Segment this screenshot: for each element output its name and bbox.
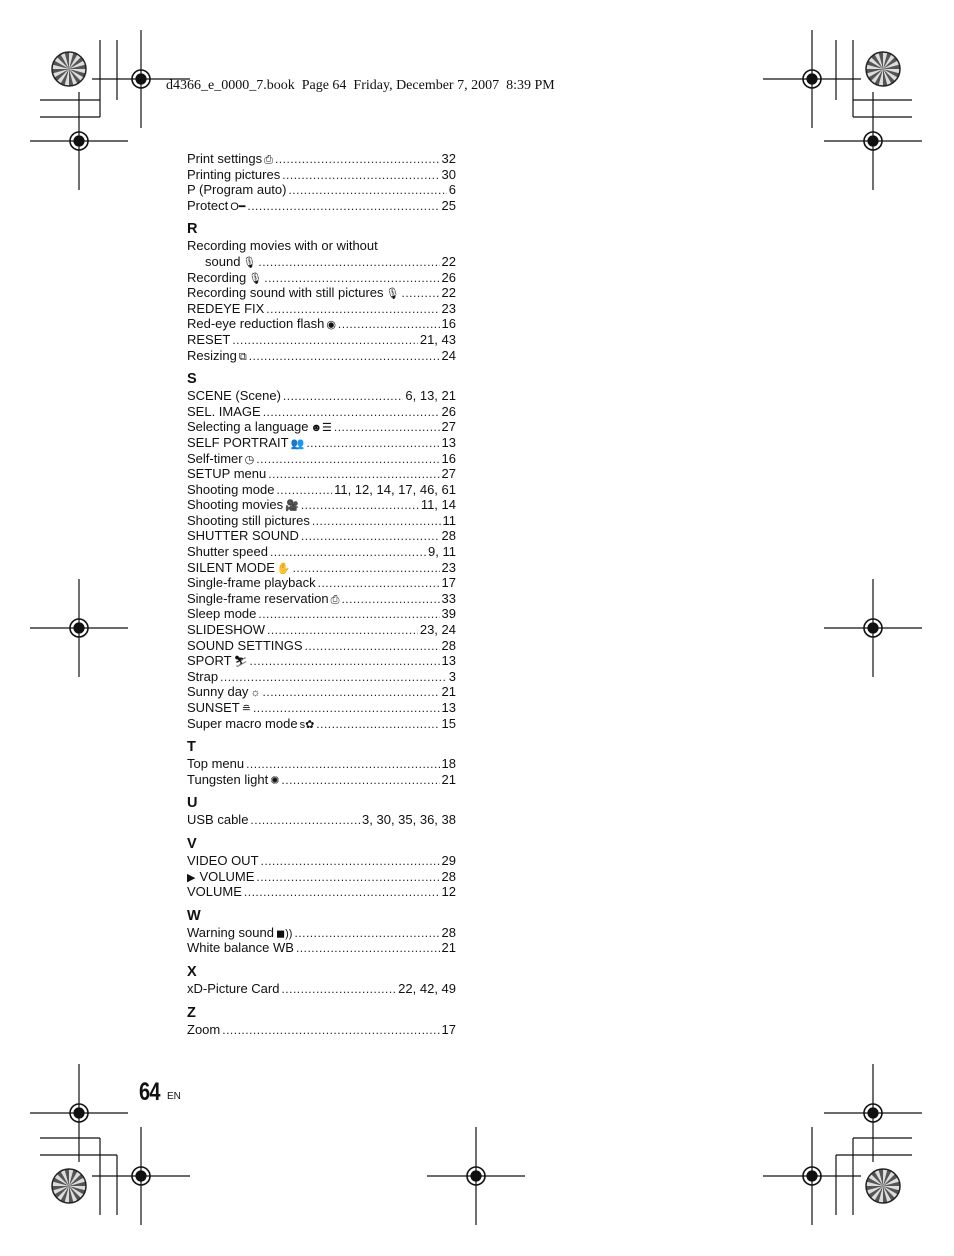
crosshair-mark — [763, 30, 861, 128]
dot-leader — [258, 255, 439, 271]
page-references: 22 — [441, 285, 456, 301]
section-letter: R — [187, 221, 198, 238]
index-section — [187, 795, 456, 828]
index-entry — [187, 869, 456, 885]
entry-label-text: SCENE (Scene) — [187, 388, 281, 404]
entry-label-text: Zoom — [187, 1021, 221, 1037]
page-references: 9, 11 — [428, 544, 456, 560]
entry-label-text: Selecting a language — [187, 419, 309, 435]
dot-leader — [247, 199, 439, 215]
index-column — [187, 151, 456, 1037]
entry-label-text: Resizing — [187, 347, 237, 363]
crosshair-mark — [30, 1064, 128, 1162]
dot-leader — [276, 483, 332, 499]
index-entry — [187, 482, 456, 498]
entry-label — [187, 332, 230, 348]
index-entry — [187, 575, 456, 591]
index-section — [187, 836, 456, 900]
registration-dial — [866, 52, 900, 86]
page-references: 12 — [441, 884, 456, 900]
entry-label-text: SILENT MODE — [187, 559, 275, 575]
entry-label-text: Recording movies with or without — [187, 238, 378, 254]
dot-leader — [296, 941, 440, 957]
page-references: 11, 12, 14, 17, 46, 61 — [334, 481, 456, 497]
entry-label-text: Top menu — [187, 756, 245, 772]
dot-leader — [301, 529, 440, 545]
index-entry — [187, 528, 456, 544]
sun-icon: ☼ — [250, 687, 261, 700]
index-entry — [187, 684, 456, 700]
index-entry — [187, 198, 456, 214]
page-references: 21, 43 — [419, 331, 456, 347]
super-macro-icon: s✿ — [299, 718, 315, 731]
entry-label — [187, 348, 247, 366]
index-entry — [187, 700, 456, 716]
page-references: 6, 13, 21 — [405, 388, 456, 404]
entry-label-text: P (Program auto) — [187, 182, 287, 198]
index-entry — [187, 270, 456, 286]
entry-label — [187, 198, 245, 216]
entry-label — [187, 513, 310, 529]
dot-leader — [250, 654, 440, 670]
entry-label — [187, 940, 294, 956]
page-references: 6 — [448, 182, 456, 198]
entry-label — [187, 404, 261, 420]
entry-label-text: REDEYE FIX — [187, 300, 265, 316]
silent-mode-icon: ✋ — [276, 562, 291, 575]
page-references: 17 — [441, 575, 456, 591]
section-letter: S — [187, 371, 197, 388]
page-references: 27 — [441, 419, 456, 435]
self-portrait-icon: 👥 — [290, 437, 305, 450]
entry-label-text: Warning sound — [187, 924, 274, 940]
entry-label-text: SEL. IMAGE — [187, 403, 261, 419]
index-entry — [187, 981, 456, 997]
index-entry — [187, 151, 456, 167]
dot-leader — [341, 592, 439, 608]
index-section — [187, 1005, 456, 1038]
index-entry — [187, 925, 456, 941]
entry-label-text: Print settings — [187, 151, 263, 166]
dot-leader — [275, 152, 440, 168]
speaker-icon: ◼)) — [275, 927, 293, 940]
page-references: 28 — [441, 868, 456, 884]
dot-leader — [281, 773, 439, 789]
entry-label-text: VIDEO OUT — [187, 852, 259, 868]
entry-label — [187, 301, 264, 317]
index-entry — [187, 669, 456, 685]
entry-label-text: Shooting movies — [187, 497, 284, 513]
index-entry — [187, 622, 456, 638]
registration-dial — [866, 1169, 900, 1203]
index-entry — [187, 254, 456, 270]
dot-leader — [402, 286, 440, 302]
entry-label-text: Shutter speed — [187, 544, 268, 560]
dot-leader — [270, 545, 426, 561]
index-entry — [187, 606, 456, 622]
entry-label-text: SPORT — [187, 653, 232, 669]
self-timer-icon: ◷ — [244, 453, 255, 466]
entry-label — [187, 544, 268, 560]
entry-label — [187, 575, 316, 591]
page-references: 3, 30, 35, 36, 38 — [362, 812, 456, 828]
dot-leader — [334, 420, 440, 436]
entry-label-text: Shooting mode — [187, 481, 275, 497]
dot-leader — [316, 717, 439, 733]
page-references: 21 — [441, 771, 456, 787]
page-references: 30 — [441, 166, 456, 182]
crosshair-mark — [92, 1127, 190, 1225]
page-references: 28 — [441, 637, 456, 653]
page-references: 3 — [448, 668, 456, 684]
entry-label-text: SOUND SETTINGS — [187, 637, 303, 653]
entry-label — [187, 466, 266, 482]
index-entry — [187, 513, 456, 529]
entry-label — [187, 182, 286, 198]
dot-leader — [249, 349, 440, 365]
crosshair-mark — [30, 579, 128, 677]
index-entry — [187, 238, 456, 254]
dot-leader — [318, 576, 440, 592]
entry-label — [187, 238, 378, 254]
section-letter: T — [187, 739, 196, 756]
entry-label — [187, 669, 218, 685]
entry-label — [187, 167, 280, 183]
page-references: 26 — [441, 269, 456, 285]
page-references: 11 — [442, 512, 456, 528]
page-references: 32 — [441, 151, 456, 166]
page-references: 13 — [441, 434, 456, 450]
entry-label-text: SLIDESHOW — [187, 622, 266, 638]
index-entry — [187, 756, 456, 772]
dot-leader — [305, 639, 440, 655]
dot-leader — [258, 607, 439, 623]
entry-label — [187, 756, 244, 772]
entry-label-text: USB cable — [187, 812, 249, 828]
entry-label-text: Self-timer — [187, 450, 243, 466]
page-references: 28 — [441, 528, 456, 544]
page-references: 33 — [441, 590, 456, 606]
entry-label — [187, 884, 242, 900]
dot-leader — [261, 854, 440, 870]
dot-leader — [250, 813, 360, 829]
index-entry — [187, 716, 456, 732]
index-entry — [187, 772, 456, 788]
crosshair-mark — [824, 92, 922, 190]
index-entry — [187, 435, 456, 451]
registration-dial — [52, 1169, 86, 1203]
index-section — [187, 908, 456, 956]
dot-leader — [267, 623, 418, 639]
index-entry — [187, 544, 456, 560]
entry-label-text: Super macro mode — [187, 715, 298, 731]
index-entry — [187, 404, 456, 420]
dot-leader — [246, 757, 439, 773]
entry-label-text: White balance WB — [187, 940, 294, 956]
page-references: 16 — [441, 450, 456, 466]
entry-label-text: Single-frame reservation — [187, 590, 329, 606]
entry-label — [187, 638, 303, 654]
language-icon: ☻☰ — [310, 422, 332, 435]
entry-label — [187, 716, 314, 734]
page-references: 26 — [441, 403, 456, 419]
index-entry — [187, 451, 456, 467]
entry-label-text: SELF PORTRAIT — [187, 434, 289, 450]
page-references: 15 — [441, 715, 456, 731]
microphone-icon: 🎙 — [385, 288, 400, 301]
dot-leader — [256, 870, 439, 886]
index-entry — [187, 348, 456, 364]
page-references: 21 — [441, 940, 456, 956]
section-letter: W — [187, 907, 201, 924]
file-header: d4366_e_0000_7.book Page 64 Friday, December 7, 2007 8:39 PM — [166, 78, 555, 93]
crosshair-mark — [427, 1127, 525, 1225]
dot-leader — [283, 389, 403, 405]
entry-label — [187, 853, 259, 869]
index-section — [187, 221, 456, 363]
dot-leader — [256, 452, 439, 468]
page-references: 11, 14 — [420, 497, 456, 513]
entry-label — [187, 1022, 220, 1038]
entry-label-text: Red-eye reduction flash — [187, 316, 325, 332]
crosshair-mark — [763, 1127, 861, 1225]
entry-label-text: Sleep mode — [187, 606, 257, 622]
dot-leader — [222, 1023, 439, 1039]
entry-label-text: SUNSET — [187, 700, 240, 715]
entry-label — [187, 482, 274, 498]
page-references: 29 — [441, 852, 456, 868]
dot-leader — [301, 498, 419, 514]
entry-label — [187, 388, 281, 404]
entry-label-text: Recording — [187, 269, 247, 285]
page-references: 25 — [441, 197, 456, 213]
section-letter: Z — [187, 1004, 196, 1021]
dot-leader — [266, 302, 439, 318]
dot-leader — [244, 885, 440, 901]
page-references: 22 — [441, 253, 456, 269]
dot-leader — [263, 685, 440, 701]
entry-label-text: Tungsten light — [187, 771, 269, 787]
index-entry — [187, 1022, 456, 1038]
section-letter: X — [187, 963, 197, 980]
resize-icon: ⧉ — [238, 350, 247, 363]
page-references: 13 — [441, 700, 456, 715]
index-entry — [187, 167, 456, 183]
index-entry — [187, 638, 456, 654]
dot-leader — [220, 670, 447, 686]
dot-leader — [253, 701, 440, 717]
entry-label-text: VOLUME — [187, 884, 242, 900]
entry-label — [187, 812, 248, 828]
index-entry — [187, 812, 456, 828]
page-references: 23 — [441, 559, 456, 575]
microphone-icon: 🎙 — [248, 272, 263, 285]
index-entry — [187, 853, 456, 869]
index-entry — [187, 182, 456, 198]
dot-leader — [294, 926, 439, 942]
page-references: 13 — [441, 653, 456, 669]
index-entry — [187, 653, 456, 669]
index-entry — [187, 560, 456, 576]
entry-label-text: Shooting still pictures — [187, 512, 310, 528]
language-tag: EN — [167, 1091, 181, 1102]
dot-leader — [264, 271, 439, 287]
index-entry — [187, 285, 456, 301]
index-entry — [187, 419, 456, 435]
section-letter: U — [187, 795, 198, 812]
index-entry — [187, 940, 456, 956]
entry-label — [187, 981, 279, 997]
dot-leader — [288, 183, 446, 199]
sunset-icon: ≘ — [241, 703, 251, 715]
page-references: 21 — [441, 684, 456, 700]
movie-icon: 🎥 — [285, 500, 299, 513]
entry-label-text: Sunny day — [187, 684, 249, 700]
page-references: 23, 24 — [419, 622, 456, 638]
dot-leader — [306, 436, 439, 452]
entry-label-text: sound — [205, 253, 241, 269]
index-entry — [187, 884, 456, 900]
eye-icon: ◉ — [326, 319, 336, 332]
entry-label-text: SETUP menu — [187, 466, 267, 482]
section-letter: V — [187, 835, 197, 852]
page-references: 27 — [441, 466, 456, 482]
registration-dial — [52, 52, 86, 86]
key-icon: O━ — [230, 200, 246, 213]
entry-label-text: VOLUME — [199, 868, 255, 884]
microphone-icon: 🎙 — [242, 256, 257, 269]
page-references: 17 — [441, 1021, 456, 1037]
page-references: 39 — [441, 606, 456, 622]
dot-leader — [338, 317, 440, 333]
entry-label-text: Strap — [187, 668, 219, 684]
index-entry — [187, 301, 456, 317]
print-icon: ⎙ — [330, 593, 340, 606]
page-number: 64 — [139, 1078, 160, 1106]
dot-leader — [268, 467, 439, 483]
entry-label — [187, 606, 256, 622]
print-icon: ⎙ — [264, 154, 273, 166]
page-references: 18 — [441, 756, 456, 772]
tungsten-icon: ✺ — [270, 774, 280, 787]
entry-label — [187, 528, 299, 544]
index-entry — [187, 591, 456, 607]
index-entry — [187, 466, 456, 482]
dot-leader — [232, 333, 418, 349]
page-references: 22, 42, 49 — [398, 980, 456, 996]
entry-label-text: xD-Picture Card — [187, 980, 280, 996]
entry-label — [187, 772, 279, 790]
page-references: 24 — [441, 347, 456, 363]
index-entry — [187, 497, 456, 513]
entry-label-text: RESET — [187, 331, 231, 347]
page-references: 28 — [441, 924, 456, 940]
index-section — [187, 151, 456, 213]
crosshair-mark — [824, 579, 922, 677]
page-references: 16 — [441, 316, 456, 332]
entry-label-text: Protect — [187, 197, 229, 213]
page-references: 23 — [441, 300, 456, 316]
dot-leader — [263, 405, 440, 421]
dot-leader — [312, 514, 441, 530]
crosshair-mark — [824, 1064, 922, 1162]
index-section — [187, 739, 456, 787]
index-entry — [187, 388, 456, 404]
dot-leader — [293, 561, 440, 577]
crosshair-mark — [30, 92, 128, 190]
entry-label-text: Printing pictures — [187, 166, 281, 182]
index-entry — [187, 332, 456, 348]
entry-label-text: Single-frame playback — [187, 575, 316, 591]
sport-icon: ⛷ — [233, 656, 248, 669]
entry-label-text: SHUTTER SOUND — [187, 528, 299, 544]
index-section — [187, 964, 456, 997]
dot-leader — [281, 982, 396, 998]
entry-label-text: Recording sound with still pictures — [187, 285, 384, 301]
playback-icon: ▶ — [187, 871, 196, 884]
index-entry — [187, 316, 456, 332]
index-section — [187, 371, 456, 731]
entry-label — [187, 622, 265, 638]
dot-leader — [282, 168, 439, 184]
